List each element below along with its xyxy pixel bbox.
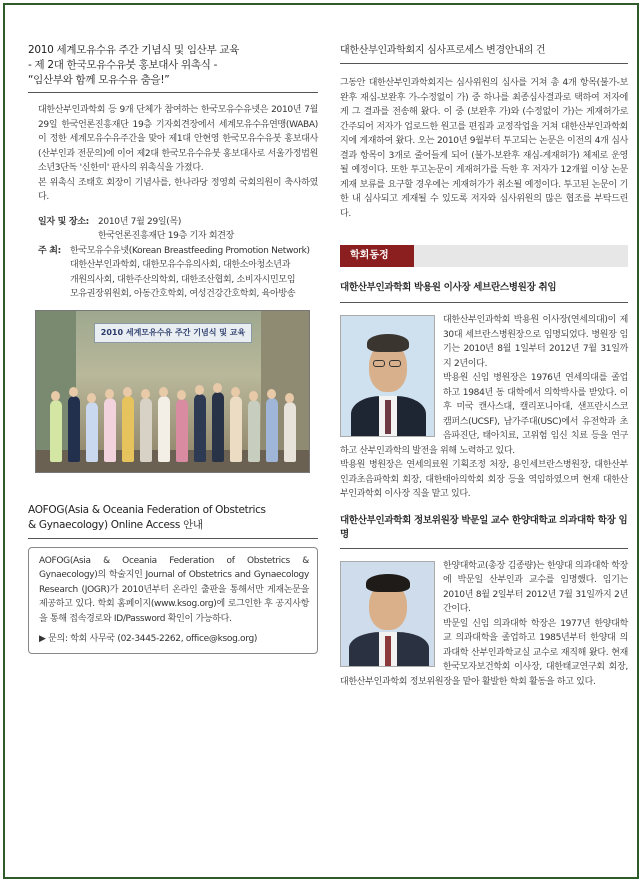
divider [340,63,628,64]
article-park-munil [340,514,628,690]
photo-banner: 2010 세계모유수유 주간 기념식 및 교육 [94,323,252,343]
left-column [28,43,318,654]
article-breastfeeding-week [28,43,318,473]
section-label: 학회동정 [340,245,414,267]
article-title-line: & Gynaecology) Online Access 안내 [28,518,203,531]
event-host-line: 대한산부인과학회, 대한모유수유의사회, 대한소아청소년과 [70,260,291,270]
event-host-label: 주 최: [38,245,61,256]
article-body: 본 위촉식 조태호 회장이 기념사를, 한나라당 정영희 국회의원이 축사하였다. [38,177,318,202]
right-column [340,43,628,689]
article-title: 대한산부인과학회 정보위원장 박문일 교수 한양대학교 의과대학 학장 임명 [340,514,628,540]
event-host-line: 모유권장위원회, 아동간호학회, 여성건강간호학회, 육아방송 [70,289,296,299]
newsletter-page [3,3,639,879]
article-title-line: AOFOG(Asia & Oceania Federation of Obstetrics [28,503,266,516]
contact-info: ▶ 문의: 학회 사무국 (02-3445-2262, office@ksog.org) [39,634,258,644]
article-title-line: “임산부와 함께 모유수유 춤을!” [28,74,170,86]
article-body: AOFOG(Asia & Oceania Federation of Obstetrics & Gynaecology)의 학술지인 Journal of Obstetrics and Gynaecology Research (JOGR)가 2010년부터 온라인 출판을 통해서만 게재논문을 제공하고 있다. 학회 홈페이지(www.ksog.org)에 로그인한 후 공지사항을 통해 접속경로와 ID/Password 확인이 가능하다. [39,555,309,624]
article-body: 박문일 신임 의과대학 학장은 1977년 한양대학교 의과대학을 졸업하고 1985년부터 한양대 의과대학 산부인과학교실 교수로 재직해 왔다. 현재 한국모자보건학회 이사장, 대한태교연구회 회장, 대한산부인과학회 정보위원장을 맡아 활발한 학회 활동을 하고 있다. [340,618,628,687]
event-place-value: 한국언론진흥재단 19층 기자 회견장 [98,231,235,241]
article-review-process [340,43,628,221]
divider [28,538,318,539]
portrait-photo [340,315,435,437]
section-header-society-news [340,245,628,267]
event-host-line: 한국모유수유넷(Korean Breastfeeding Promotion Network) [70,245,310,256]
event-date-label: 일자 및 장소: [38,216,89,227]
event-host-row [38,244,318,302]
divider [340,548,628,549]
article-body: 대한산부인과학회 등 9개 단체가 참여하는 한국모유수유넷은 2010년 7월 29일 한국언론진흥재단 19층 기자회견장에서 세계모유수유연맹(WABA)이 정한 세계모유수유주간을 맞아 제1대 안현영 한국모유수유붓 홍보대사(산부인과 전문의)에 이어 제2대 한국모유수유붓 홍보대사로 서울가정법원 소년3단독 '신한미' 판사의 위촉식을 가졌다. [38,105,318,173]
article-body: 박용원 병원장은 연세의료원 기획조정 처장, 용인세브란스병원장, 대한산부인과초음파학회 회장, 대한태아의학회 회장 등을 역임하였으며 현재 대한산부인과학회 이사장 직을 맡고 있다. [340,460,628,499]
divider [340,302,628,303]
divider [28,92,318,93]
portrait-photo [340,561,435,667]
article-body: 박용원 신임 병원장은 1976년 연세의대를 졸업하고 1984년 동 대학에서 의학박사를 받았다. 이후 미국 캔사스대, 캘리포니아대, 샌프란시스코 캠퍼스(UCSF), 남가주대(USC)에서 유전학과 초음파진단, 태아치료, 고위험 임신 치료 등을 연구하고 산부인과학의 발전을 위해 노력하고 있다. [340,373,628,456]
event-host-list [70,244,318,302]
article-park-yongwon [340,281,628,502]
event-date-value: 2010년 7월 29일(목) [98,216,182,227]
event-date-row [38,215,318,230]
article-aofog [28,503,318,654]
article-title-line: 2010 세계모유수유 주간 기념식 및 임산부 교육 [28,44,240,56]
article-body: 한양대학교(총장 김종량)는 한양대 의과대학 학장에 박문일 산부인과 교수를 임명했다. 임기는 2010년 8월 2일부터 2012년 7월 31일까지 2년간이다. [443,560,628,614]
event-group-photo [35,310,310,473]
article-title-line: - 제 2대 한국모유수유붓 홍보대사 위촉식 - [28,59,218,71]
article-body: 대한산부인과학회 박용원 이사장(연세의대)이 제30대 세브란스병원장으로 임명되었다. 병원장 임기는 2010년 8월 1일부터 2012년 7월 31일까지 2년이다. [443,315,628,369]
event-info [28,215,318,302]
aofog-notice-box [28,547,318,654]
article-title: 대한산부인과학회 박용원 이사장 세브란스병원장 취임 [340,282,557,293]
article-body: 그동안 대한산부인과학회지는 심사위원의 심사를 거쳐 총 4개 항목(불가-보완후 재심-보완후 가-수정없이 가) 중 하나를 최종심사결과로 택하여 저자에게 그 결과를 전송해 왔다. 이 중 (보완후 가)와 (수정없이 가)는 게재허가로 간주되어 저자가 업로드한 원고를 편집과 교정작업을 거쳐 대한산부인과학회지에 게재하여 왔다. 오는 2010년 9월부터 투고되는 논문은 이전의 4개 심사결과 항목이 3개로 줄어들게 되어 (불가-보완후 재심-게재허가) 체제로 운영될 예정이다. 또한 투고논문이 게재허가를 득한 후 저자가 12개월 이상 논문게재 보류를 요구할 경우에는 게재허가가 취소될 예정이다. 투고된 논문이 기한 내 심사되고 게재될 수 있도록 저자와 심사위원의 많은 협조를 부탁드린다. [340,78,628,219]
event-host-line: 개원의사회, 대한주산의학회, 대한조산협회, 소비자시민모임 [70,274,296,285]
article-title: 대한산부인과학회지 심사프로세스 변경안내의 건 [340,45,546,56]
